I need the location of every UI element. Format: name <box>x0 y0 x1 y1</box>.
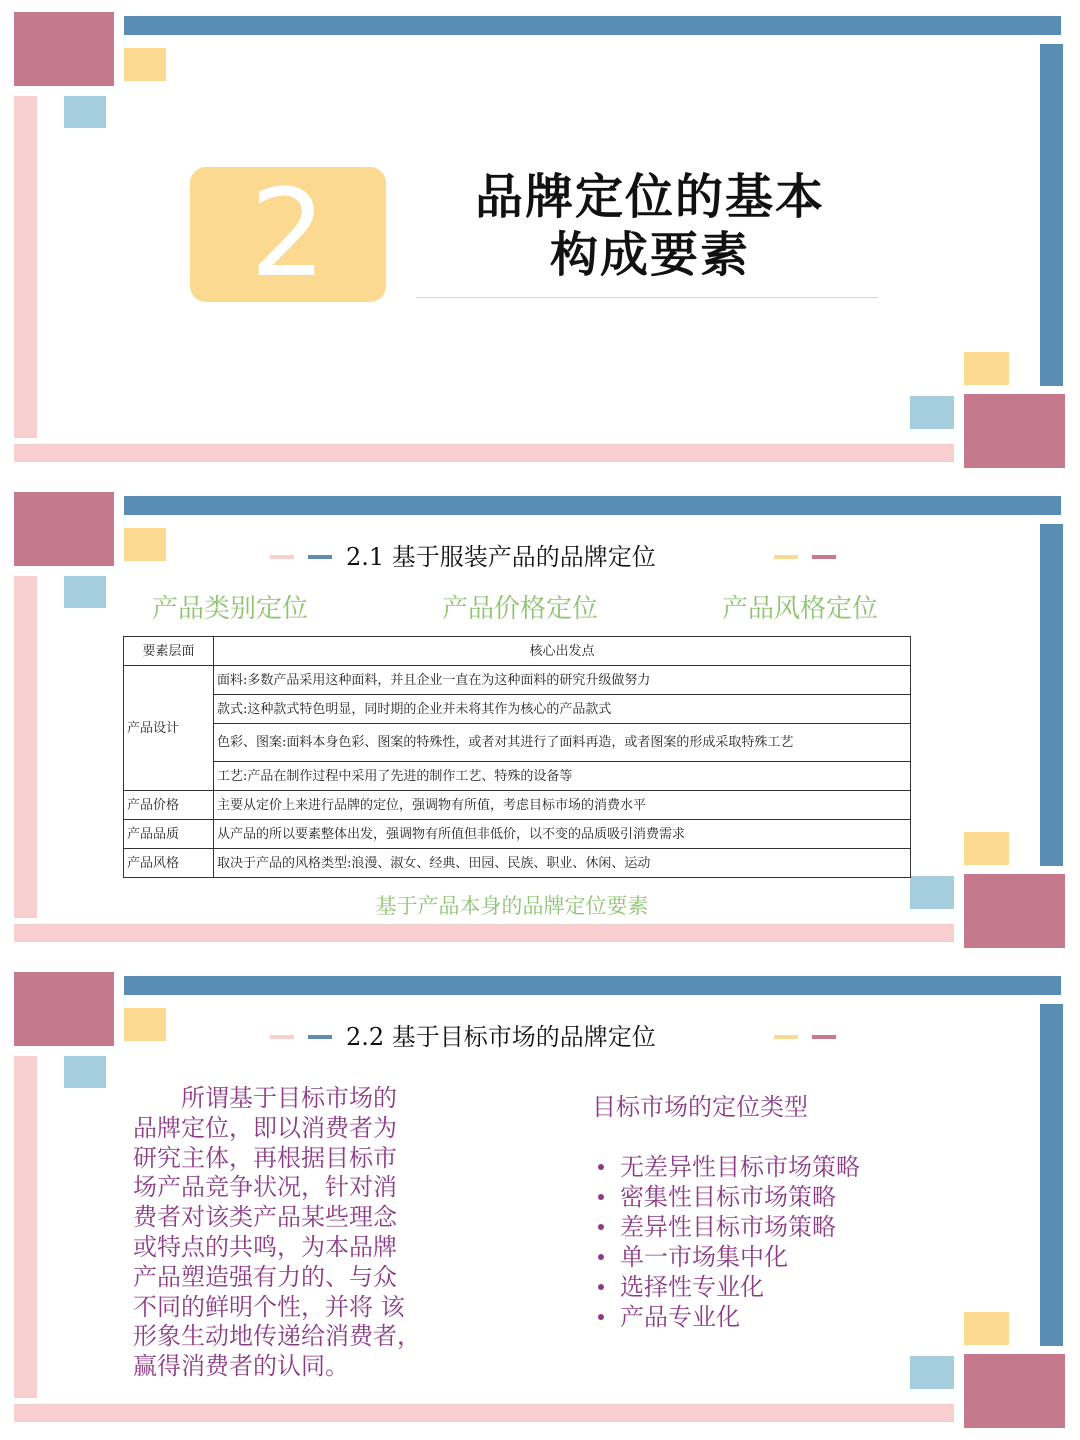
section-header <box>0 540 1080 574</box>
paragraph-line: 或特点的共鸣，为本品牌 <box>133 1232 397 1261</box>
section-title: 2.2 基于目标市场的品牌定位 <box>346 1023 656 1051</box>
positioning-elements-table <box>123 636 911 878</box>
decor-rose-block-top-left <box>14 12 114 86</box>
table-row <box>124 820 911 849</box>
table-cell: 取决于产品的风格类型:浪漫、淑女、经典、田园、民族、职业、休闲、运动 <box>214 849 911 878</box>
decor-pink-bar-bottom <box>14 1404 954 1422</box>
positioning-types-title: 目标市场的定位类型 <box>592 1093 808 1121</box>
decor-pink-bar-bottom <box>14 924 954 942</box>
bullet-dot-icon <box>598 1164 604 1170</box>
chapter-title <box>420 168 880 284</box>
decor-lightblue-square-top-left <box>64 1056 106 1088</box>
slide-2 <box>0 480 1080 960</box>
table-row-label: 产品价格 <box>124 791 214 820</box>
header-dash-yellow <box>774 1035 798 1039</box>
table-header-row <box>124 637 911 666</box>
list-item-text: 产品专业化 <box>620 1303 740 1331</box>
decor-lightblue-square-top-left <box>64 576 106 608</box>
decor-lightblue-square-bottom-right <box>910 396 954 429</box>
header-dash-rose <box>812 1035 836 1039</box>
decor-rose-block-bottom-right <box>964 394 1065 468</box>
list-item-text: 单一市场集中化 <box>620 1243 788 1271</box>
bullet-dot-icon <box>598 1194 604 1200</box>
positioning-types-list <box>598 1152 860 1332</box>
list-item <box>598 1182 860 1212</box>
decor-yellow-square-bottom-right <box>964 832 1009 865</box>
decor-yellow-square-top-left <box>124 48 166 81</box>
title-divider <box>416 297 878 298</box>
definition-paragraph <box>133 1084 483 1382</box>
decor-rose-block-bottom-right <box>964 1354 1065 1428</box>
list-item-text: 选择性专业化 <box>620 1273 764 1301</box>
paragraph-line: 场产品竞争状况，针对消 <box>133 1173 397 1202</box>
paragraph-line: 所谓基于目标市场的 <box>133 1084 397 1112</box>
decor-yellow-square-bottom-right <box>964 1312 1009 1345</box>
list-item-text: 密集性目标市场策略 <box>620 1183 836 1211</box>
paragraph-line: 费者对该类产品某些理念 <box>133 1203 397 1232</box>
table-row <box>124 849 911 878</box>
header-dash-pink <box>270 1035 294 1039</box>
slide-3 <box>0 960 1080 1440</box>
table-row-label: 产品风格 <box>124 849 214 878</box>
table-cell: 主要从定价上来进行品牌的定位，强调物有所值，考虑目标市场的消费水平 <box>214 791 911 820</box>
category-product-type: 产品类别定位 <box>152 594 309 624</box>
table-cell: 从产品的所以要素整体出发，强调物有所值但非低价，以不变的品质吸引消费需求 <box>214 820 911 849</box>
header-dash-blue <box>308 555 332 559</box>
table-caption: 基于产品本身的品牌定位要素 <box>375 894 649 918</box>
bullet-dot-icon <box>598 1254 604 1260</box>
section-header <box>0 1020 1080 1054</box>
decor-blue-bar-top <box>124 976 1061 995</box>
decor-blue-bar-right <box>1040 1004 1063 1346</box>
bullet-dot-icon <box>598 1284 604 1290</box>
decor-pink-bar-left <box>14 576 37 918</box>
bullet-dot-icon <box>598 1314 604 1320</box>
list-item <box>598 1272 860 1302</box>
table-header-cell: 要素层面 <box>124 637 214 666</box>
table-header-cell: 核心出发点 <box>214 637 911 666</box>
header-dash-yellow <box>774 555 798 559</box>
paragraph-line: 研究主体，再根据目标市 <box>133 1143 397 1172</box>
header-dash-pink <box>270 555 294 559</box>
slide-1 <box>0 0 1080 480</box>
list-item <box>598 1242 860 1272</box>
table-row-label: 产品品质 <box>124 820 214 849</box>
table-row <box>124 695 911 724</box>
table-row <box>124 791 911 820</box>
decor-pink-bar-bottom <box>14 444 954 462</box>
table-cell: 工艺:产品在制作过程中采用了先进的制作工艺、特殊的设备等 <box>214 762 911 791</box>
decor-lightblue-square-top-left <box>64 96 106 128</box>
table-cell: 款式:这种款式特色明显，同时期的企业并未将其作为核心的产品款式 <box>214 695 911 724</box>
list-item-text: 无差异性目标市场策略 <box>620 1153 860 1181</box>
list-item <box>598 1302 860 1332</box>
table-row <box>124 762 911 791</box>
decor-blue-bar-top <box>124 496 1061 515</box>
list-item <box>598 1152 860 1182</box>
table-cell: 面料:多数产品采用这种面料，并且企业一直在为这种面料的研究升级做努力 <box>214 666 911 695</box>
chapter-number-badge <box>190 164 386 304</box>
table-row <box>124 666 911 695</box>
header-dash-blue <box>308 1035 332 1039</box>
chapter-title-line-2: 构成要素 <box>549 227 750 283</box>
paragraph-line: 品牌定位，即以消费者为 <box>133 1113 397 1142</box>
chapter-title-line-1: 品牌定位的基本 <box>474 169 825 225</box>
header-dash-rose <box>812 555 836 559</box>
list-item <box>598 1212 860 1242</box>
paragraph-line: 不同的鲜明个性，并将 该 <box>133 1292 405 1321</box>
decor-lightblue-square-bottom-right <box>910 1356 954 1389</box>
table-cell: 色彩、图案:面料本身色彩、图案的特殊性，或者对其进行了面料再造，或者图案的形成采取特殊工艺 <box>214 724 911 762</box>
decor-blue-bar-top <box>124 16 1061 35</box>
chapter-number: 2 <box>249 164 327 304</box>
decor-blue-bar-right <box>1040 524 1063 866</box>
decor-yellow-square-bottom-right <box>964 352 1009 385</box>
decor-pink-bar-left <box>14 96 37 438</box>
paragraph-line: 产品塑造强有力的、与众 <box>133 1262 397 1291</box>
bullet-dot-icon <box>598 1224 604 1230</box>
table-row <box>124 724 911 762</box>
section-title: 2.1 基于服装产品的品牌定位 <box>346 543 656 571</box>
table-row-label: 产品设计 <box>124 666 214 791</box>
list-item-text: 差异性目标市场策略 <box>620 1213 836 1241</box>
paragraph-line: 形象生动地传递给消费者， <box>133 1322 421 1351</box>
category-product-style: 产品风格定位 <box>722 594 879 624</box>
decor-blue-bar-right <box>1040 44 1063 386</box>
decor-pink-bar-left <box>14 1056 37 1398</box>
category-product-price: 产品价格定位 <box>442 594 599 624</box>
paragraph-line: 赢得消费者的认同。 <box>133 1352 349 1381</box>
